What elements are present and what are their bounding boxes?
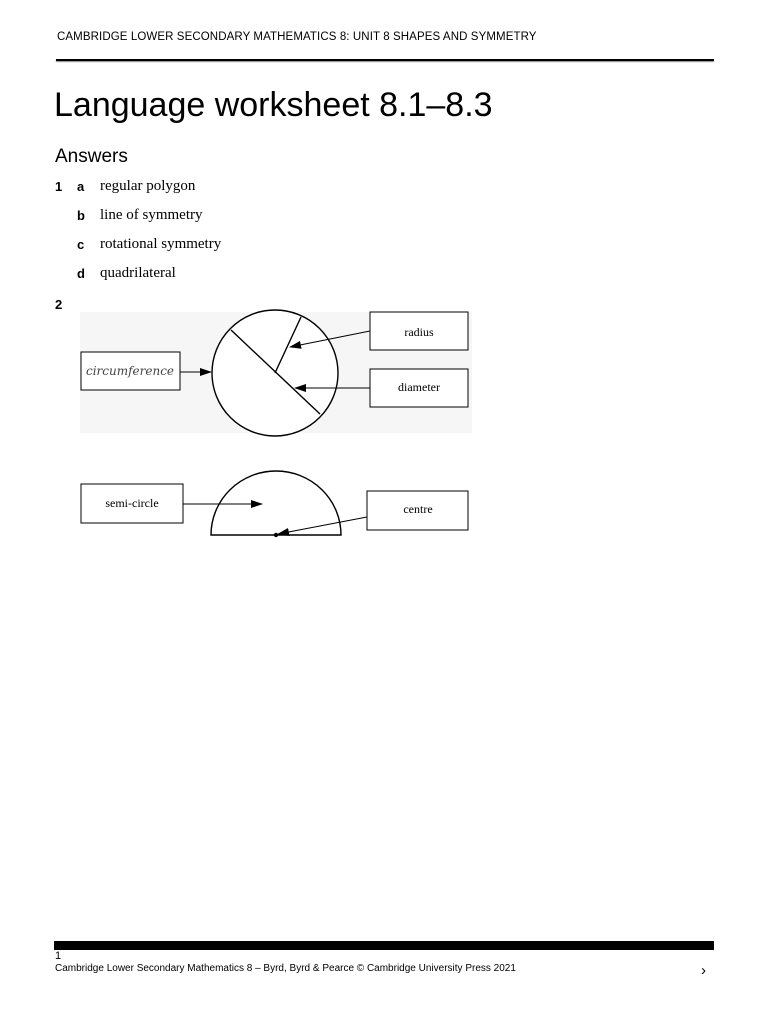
question-1-number: 1 xyxy=(55,179,63,194)
running-header: CAMBRIDGE LOWER SECONDARY MATHEMATICS 8: UNIT 8 SHAPES AND SYMMETRY xyxy=(57,31,537,43)
diameter-label: diameter xyxy=(398,380,440,394)
radius-label: radius xyxy=(404,325,434,339)
centre-point xyxy=(274,533,278,537)
answer-text-a: regular polygon xyxy=(100,178,196,194)
semi-circle-label: semi-circle xyxy=(105,496,159,510)
answer-letter-d: d xyxy=(77,266,85,281)
answer-text-c: rotational symmetry xyxy=(100,236,222,252)
chevron-right-icon: › xyxy=(701,962,706,979)
centre-label: centre xyxy=(403,502,433,516)
footer-bar xyxy=(54,941,714,950)
footer-copyright: Cambridge Lower Secondary Mathematics 8 – Byrd, Byrd & Pearce © Cambridge University Press 2021 xyxy=(55,963,516,974)
section-subtitle: Answers xyxy=(55,146,128,167)
answer-letter-a: a xyxy=(77,179,85,194)
circumference-label: circumference xyxy=(85,364,175,378)
answer-letter-b: b xyxy=(77,208,85,223)
answer-letter-c: c xyxy=(77,237,85,252)
answer-text-d: quadrilateral xyxy=(100,265,176,281)
answer-text-b: line of symmetry xyxy=(100,207,203,223)
page-number: 1 xyxy=(55,950,62,962)
page-title: Language worksheet 8.1–8.3 xyxy=(54,86,493,124)
question-2-number: 2 xyxy=(55,297,63,312)
